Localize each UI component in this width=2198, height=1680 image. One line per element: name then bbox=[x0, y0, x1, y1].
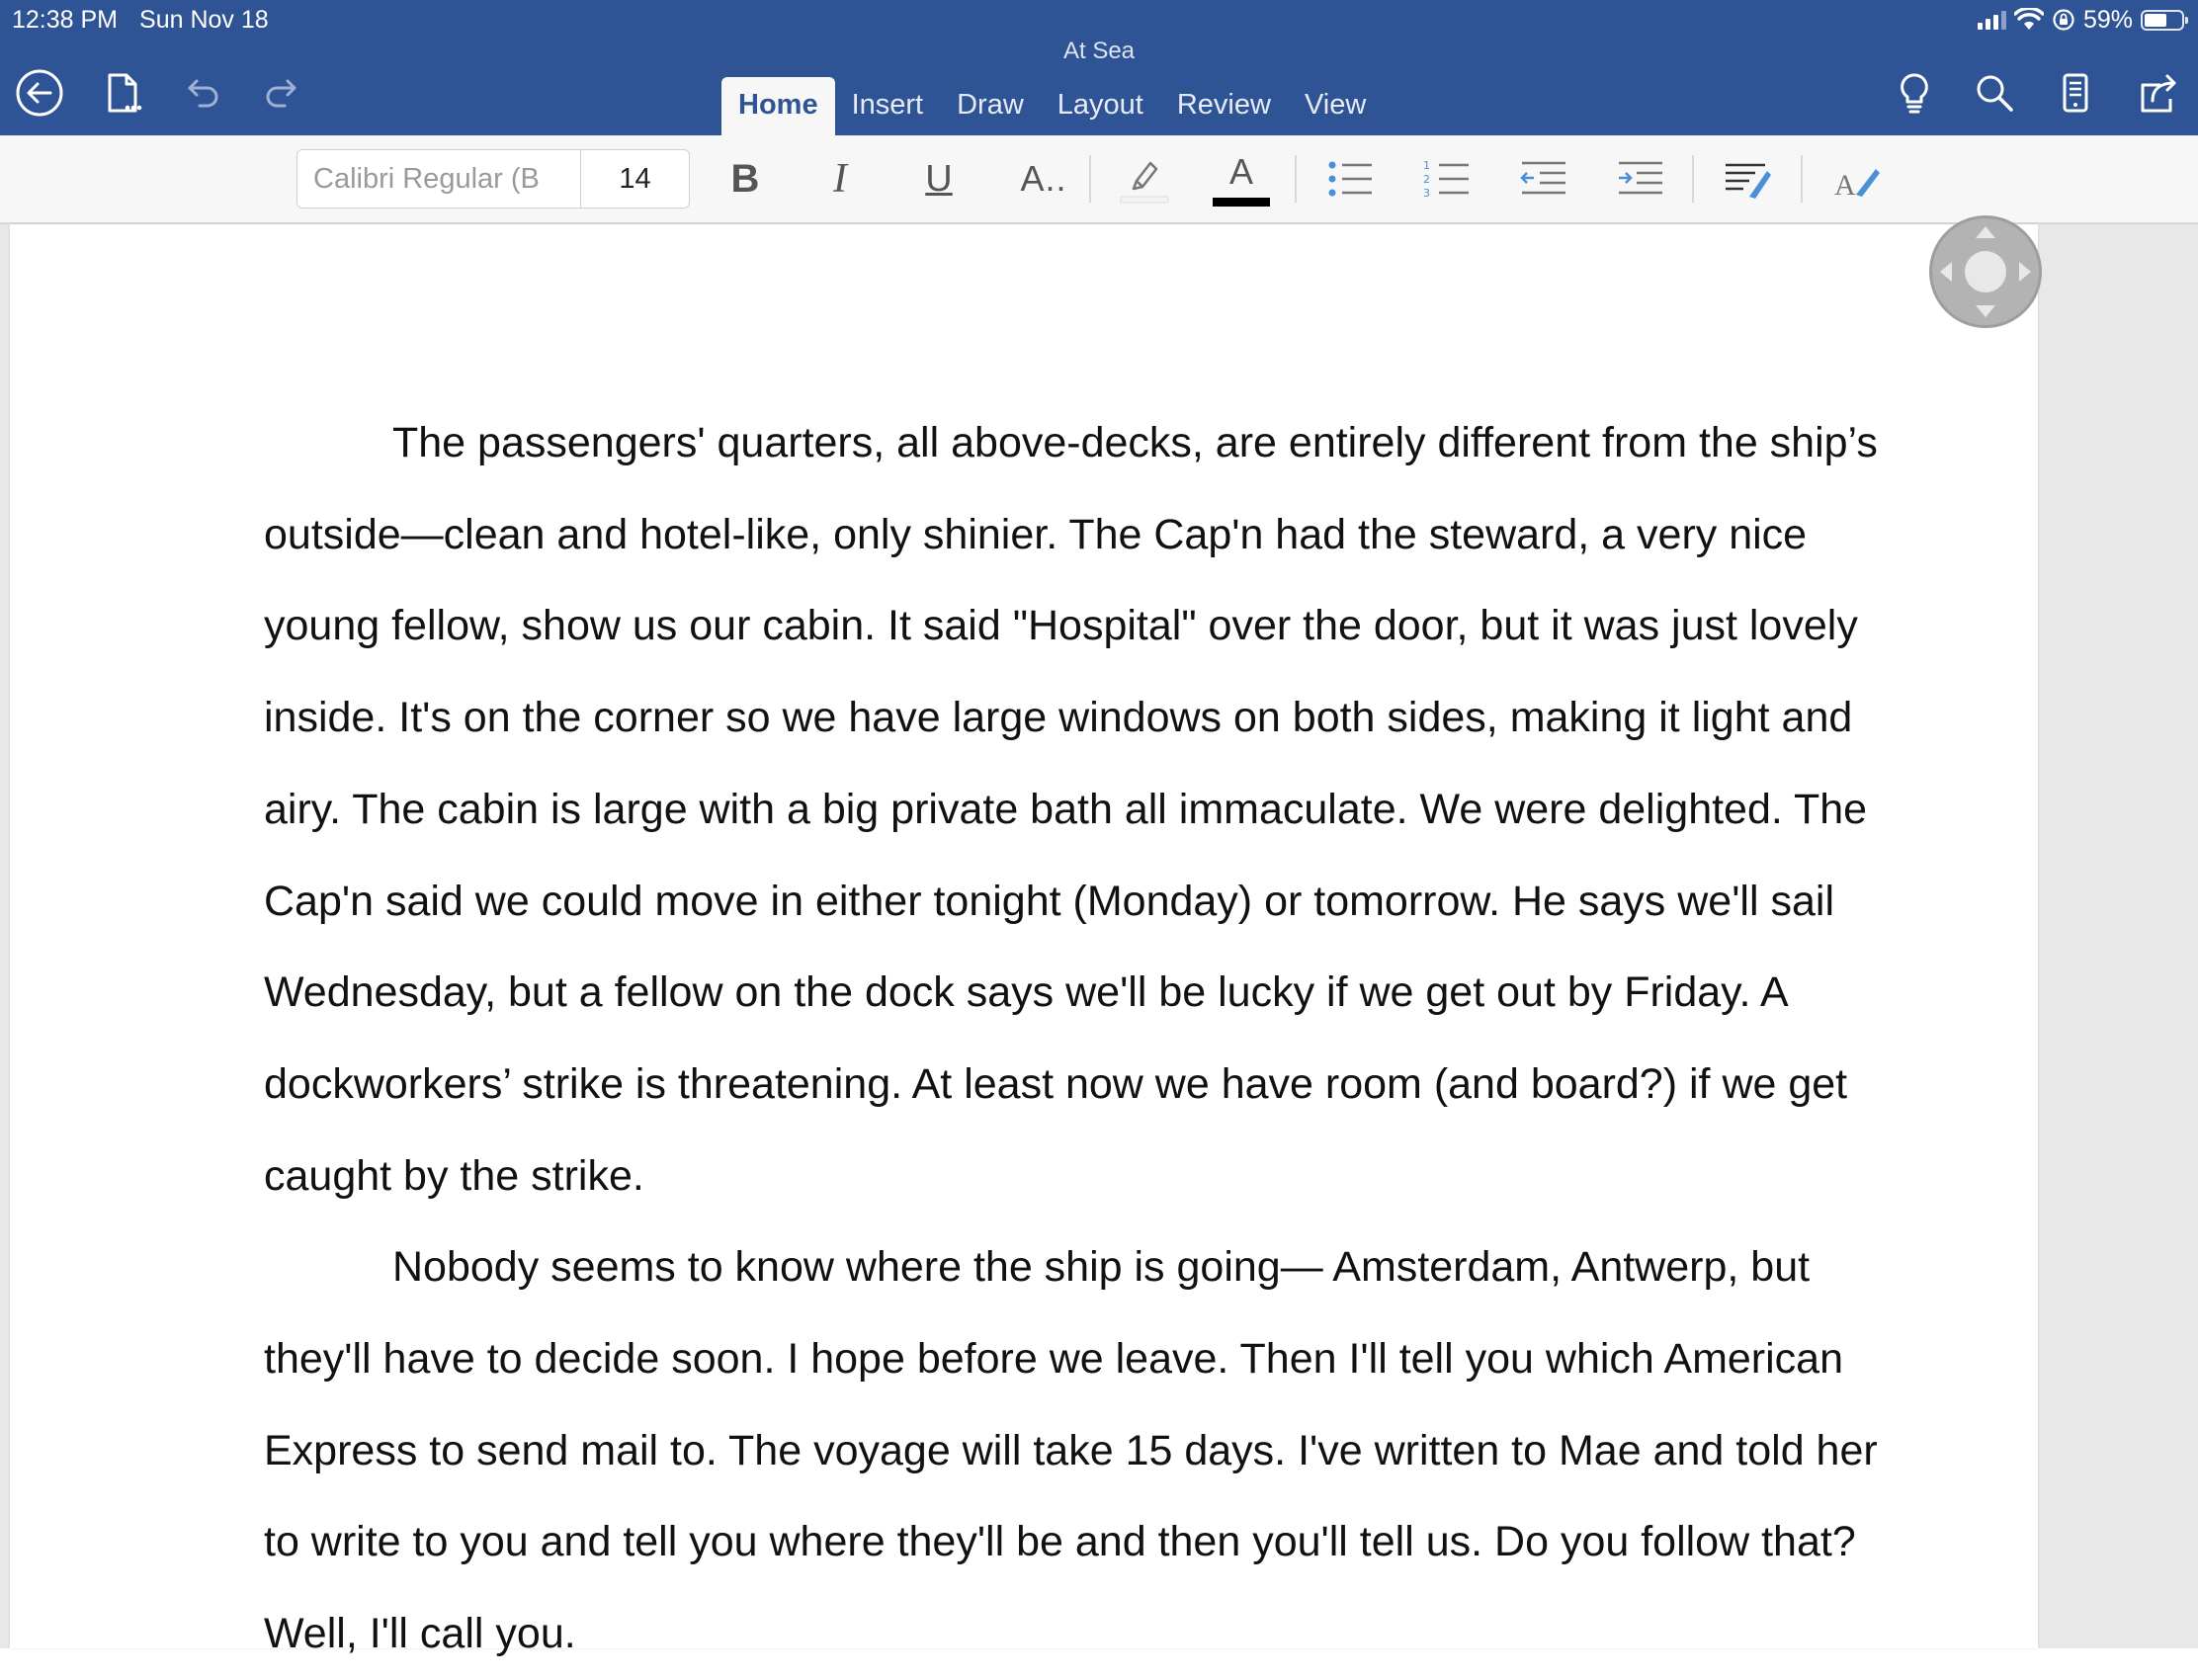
lightbulb-icon[interactable] bbox=[1887, 65, 1942, 121]
svg-text:1: 1 bbox=[1423, 159, 1430, 172]
ribbon-tabs bbox=[721, 77, 1383, 135]
increase-indent-icon[interactable] bbox=[1609, 149, 1672, 209]
battery-percent: 59% bbox=[2082, 5, 2133, 34]
back-arrow-icon[interactable] bbox=[12, 65, 67, 121]
status-bar-right bbox=[1978, 4, 2184, 36]
toolbar-divider bbox=[1692, 155, 1694, 203]
reading-mode-icon[interactable] bbox=[2048, 65, 2103, 121]
navigation-puck-icon[interactable] bbox=[1929, 215, 2042, 328]
font-effects-label: A.. bbox=[1020, 158, 1067, 199]
font-name-field[interactable]: Calibri Regular (B bbox=[297, 150, 581, 208]
tab-layout[interactable]: Layout bbox=[1057, 89, 1143, 121]
ribbon-toolbar bbox=[0, 135, 2198, 224]
svg-text:3: 3 bbox=[1423, 187, 1430, 200]
font-color-label: A bbox=[1228, 151, 1253, 192]
search-icon[interactable] bbox=[1967, 65, 2022, 121]
battery-icon bbox=[2141, 10, 2184, 31]
orientation-lock-icon bbox=[2052, 8, 2075, 32]
paragraph[interactable]: The passengers' quarters, all above-decks, are entirely different from the ship’s outside—clean and hotel-like, only shinier. The Cap'n had the steward, a very nice young fellow, show us our cabin. It said "Hospital" over the door, but it was just lovely inside. It's on the corner so we have large windows on both sides, making it light and airy. The cabin is large with a big private bath all immaculate. We were delighted. The Cap'n said we could move in either tonight (Monday) or tomorrow. He says we'll sail Wednesday, but a fellow on the dock says we'll be lucky if we get out by Friday. A dockworkers’ strike is threatening. At least now we have room (and board?) if we get caught by the strike. bbox=[264, 419, 1878, 1200]
file-icon[interactable] bbox=[95, 65, 150, 121]
numbering-icon[interactable] bbox=[1415, 149, 1479, 209]
bullets-icon[interactable] bbox=[1318, 149, 1382, 209]
svg-text:A: A bbox=[1834, 169, 1856, 202]
status-time: 12:38 PM bbox=[12, 6, 119, 34]
redo-icon[interactable] bbox=[255, 65, 310, 121]
bold-label: B bbox=[730, 156, 760, 201]
toolbar-divider bbox=[1801, 155, 1803, 203]
cellular-signal-icon bbox=[1978, 10, 2006, 30]
underline-label: U bbox=[925, 157, 953, 200]
tab-review[interactable]: Review bbox=[1176, 89, 1271, 121]
document-title: At Sea bbox=[1062, 38, 1136, 64]
tab-draw[interactable]: Draw bbox=[957, 89, 1024, 121]
wifi-icon bbox=[2014, 8, 2044, 32]
font-effects-button[interactable] bbox=[1004, 149, 1083, 209]
svg-text:2: 2 bbox=[1423, 173, 1430, 186]
status-date: Sun Nov 18 bbox=[139, 6, 269, 34]
bold-button[interactable] bbox=[714, 149, 777, 209]
tab-home[interactable]: Home bbox=[721, 77, 835, 135]
paragraph-styles-icon[interactable] bbox=[1716, 149, 1779, 209]
toolbar-divider bbox=[1295, 155, 1297, 203]
undo-icon[interactable] bbox=[174, 65, 229, 121]
share-icon[interactable] bbox=[2129, 65, 2184, 121]
styles-icon[interactable] bbox=[1824, 149, 1888, 209]
tab-view[interactable]: View bbox=[1304, 89, 1367, 121]
font-size-field[interactable]: 14 bbox=[619, 163, 651, 195]
italic-label: I bbox=[833, 156, 847, 202]
underline-button[interactable] bbox=[907, 149, 971, 209]
italic-button[interactable] bbox=[808, 149, 872, 209]
status-bar-left bbox=[12, 4, 269, 36]
highlighter-icon[interactable] bbox=[1113, 149, 1176, 209]
paragraph[interactable]: Nobody seems to know where the ship is going— Amsterdam, Antwerp, but they'll have to decide soon. I hope before we leave. Then I'll tell you which American Express to send mail to. The voyage will take 15 days. I've written to Mae and told her to write to you and tell you where they'll be and then you'll tell us. Do you follow that? Well, I'll call you. bbox=[264, 1243, 1878, 1658]
font-color-swatch bbox=[1213, 198, 1270, 207]
font-color-button[interactable] bbox=[1210, 149, 1273, 209]
decrease-indent-icon[interactable] bbox=[1512, 149, 1575, 209]
tab-insert[interactable]: Insert bbox=[851, 89, 924, 121]
font-selector bbox=[296, 149, 690, 209]
document-body[interactable] bbox=[264, 397, 1924, 1680]
toolbar-divider bbox=[1089, 155, 1091, 203]
app-header bbox=[0, 0, 2198, 135]
